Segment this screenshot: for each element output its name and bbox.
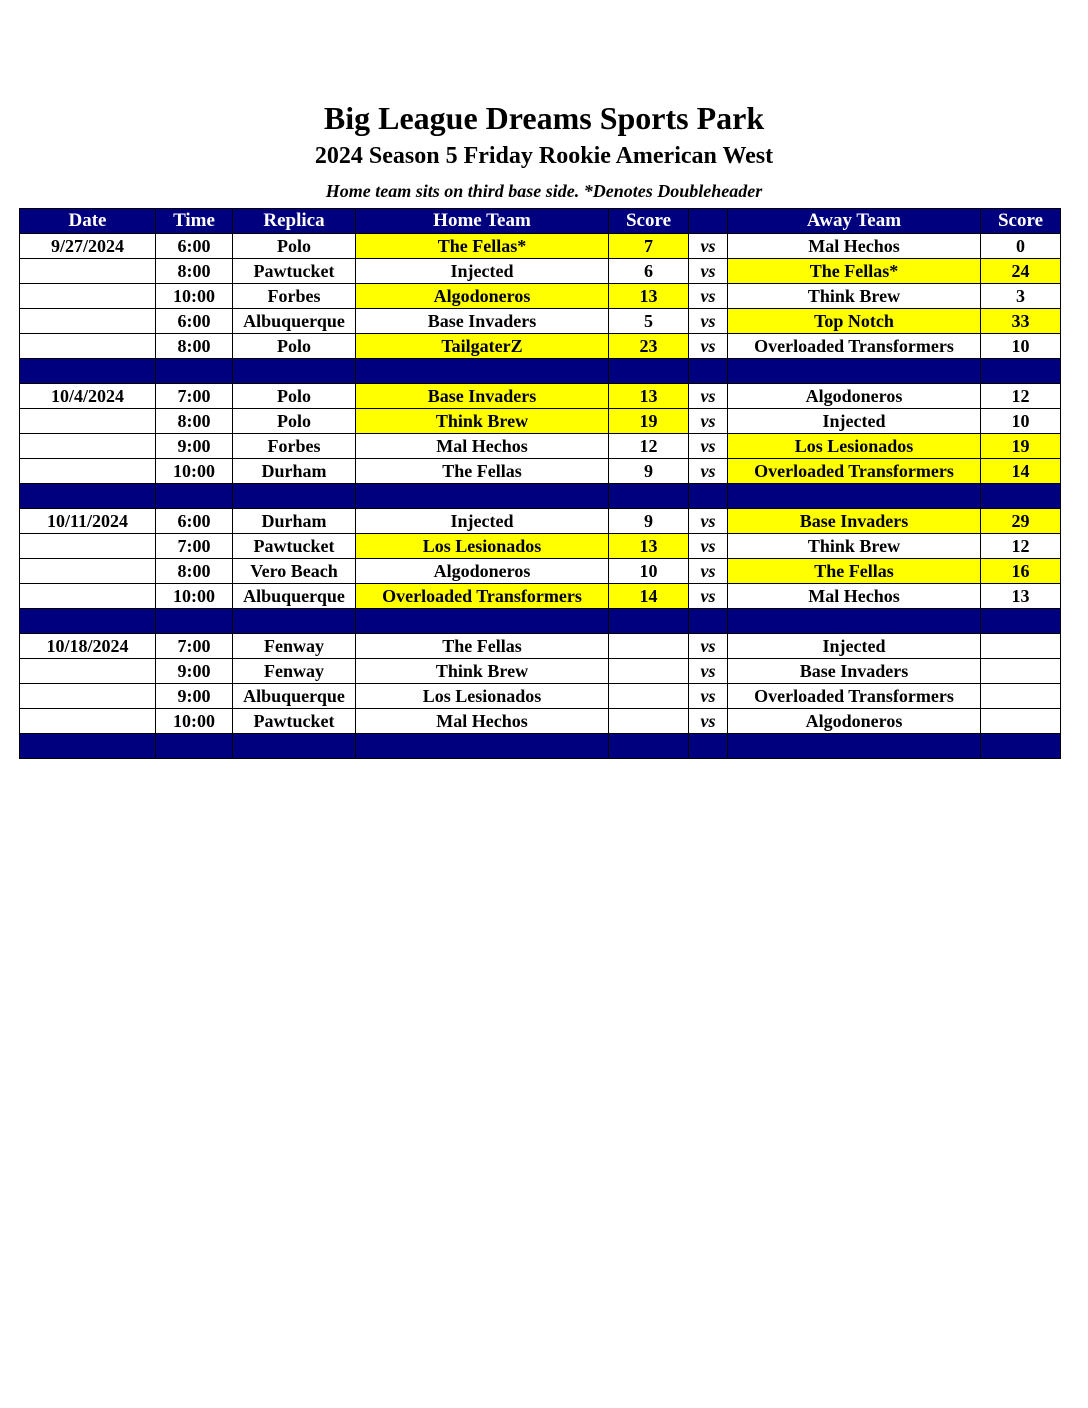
separator-row bbox=[20, 609, 1061, 634]
separator-cell bbox=[689, 484, 728, 509]
table-row bbox=[20, 309, 1061, 334]
cell-away-score: 12 bbox=[981, 384, 1061, 409]
cell-away-score: 13 bbox=[981, 584, 1061, 609]
separator-cell bbox=[609, 609, 689, 634]
cell-away-team: Algodoneros bbox=[728, 709, 981, 734]
header-row bbox=[20, 209, 1061, 234]
cell-home-team: Injected bbox=[356, 259, 609, 284]
cell-away-score: 12 bbox=[981, 534, 1061, 559]
separator-cell bbox=[233, 734, 356, 759]
cell-time: 7:00 bbox=[156, 534, 233, 559]
cell-time: 6:00 bbox=[156, 509, 233, 534]
cell-time: 9:00 bbox=[156, 659, 233, 684]
cell-replica: Pawtucket bbox=[233, 709, 356, 734]
separator-cell bbox=[609, 734, 689, 759]
cell-away-score bbox=[981, 709, 1061, 734]
table-row bbox=[20, 534, 1061, 559]
cell-away-score bbox=[981, 684, 1061, 709]
cell-time: 10:00 bbox=[156, 284, 233, 309]
cell-vs: vs bbox=[689, 709, 728, 734]
cell-time: 9:00 bbox=[156, 684, 233, 709]
cell-vs: vs bbox=[689, 259, 728, 284]
cell-away-team: Base Invaders bbox=[728, 659, 981, 684]
cell-time: 7:00 bbox=[156, 384, 233, 409]
cell-date bbox=[20, 409, 156, 434]
table-row bbox=[20, 434, 1061, 459]
cell-vs: vs bbox=[689, 634, 728, 659]
cell-vs: vs bbox=[689, 334, 728, 359]
cell-home-score: 19 bbox=[609, 409, 689, 434]
cell-date bbox=[20, 559, 156, 584]
cell-replica: Albuquerque bbox=[233, 309, 356, 334]
separator-cell bbox=[356, 609, 609, 634]
cell-date bbox=[20, 259, 156, 284]
separator-cell bbox=[356, 484, 609, 509]
header-home-team: Home Team bbox=[356, 209, 609, 234]
separator-cell bbox=[233, 484, 356, 509]
cell-vs: vs bbox=[689, 434, 728, 459]
separator-cell bbox=[356, 734, 609, 759]
cell-home-team: Mal Hechos bbox=[356, 709, 609, 734]
cell-date bbox=[20, 334, 156, 359]
separator-row bbox=[20, 484, 1061, 509]
cell-replica: Pawtucket bbox=[233, 534, 356, 559]
cell-date bbox=[20, 684, 156, 709]
separator-cell bbox=[156, 734, 233, 759]
cell-away-team: Think Brew bbox=[728, 284, 981, 309]
cell-home-team: Think Brew bbox=[356, 409, 609, 434]
schedule-table bbox=[19, 208, 1061, 759]
header-away-score: Score bbox=[981, 209, 1061, 234]
cell-date bbox=[20, 584, 156, 609]
cell-vs: vs bbox=[689, 459, 728, 484]
cell-vs: vs bbox=[689, 384, 728, 409]
cell-home-team: The Fellas bbox=[356, 459, 609, 484]
cell-time: 10:00 bbox=[156, 459, 233, 484]
cell-home-score: 6 bbox=[609, 259, 689, 284]
cell-replica: Forbes bbox=[233, 284, 356, 309]
cell-home-team: TailgaterZ bbox=[356, 334, 609, 359]
cell-date bbox=[20, 284, 156, 309]
cell-away-team: The Fellas bbox=[728, 559, 981, 584]
cell-replica: Polo bbox=[233, 234, 356, 259]
cell-date bbox=[20, 434, 156, 459]
cell-home-team: The Fellas bbox=[356, 634, 609, 659]
cell-time: 10:00 bbox=[156, 584, 233, 609]
cell-away-score: 16 bbox=[981, 559, 1061, 584]
cell-home-score: 7 bbox=[609, 234, 689, 259]
cell-home-score: 5 bbox=[609, 309, 689, 334]
cell-away-team: Mal Hechos bbox=[728, 584, 981, 609]
cell-home-score: 10 bbox=[609, 559, 689, 584]
separator-cell bbox=[981, 484, 1061, 509]
cell-home-score: 23 bbox=[609, 334, 689, 359]
separator-cell bbox=[20, 484, 156, 509]
separator-row bbox=[20, 734, 1061, 759]
separator-cell bbox=[609, 359, 689, 384]
cell-date bbox=[20, 459, 156, 484]
cell-home-score bbox=[609, 659, 689, 684]
cell-away-score bbox=[981, 659, 1061, 684]
cell-time: 6:00 bbox=[156, 234, 233, 259]
separator-cell bbox=[609, 484, 689, 509]
separator-cell bbox=[981, 609, 1061, 634]
cell-home-score: 13 bbox=[609, 534, 689, 559]
cell-home-score bbox=[609, 634, 689, 659]
cell-away-score: 3 bbox=[981, 284, 1061, 309]
table-row bbox=[20, 559, 1061, 584]
cell-replica: Polo bbox=[233, 409, 356, 434]
table-row bbox=[20, 584, 1061, 609]
cell-vs: vs bbox=[689, 409, 728, 434]
separator-cell bbox=[20, 359, 156, 384]
cell-home-score bbox=[609, 684, 689, 709]
cell-away-team: Los Lesionados bbox=[728, 434, 981, 459]
header-date: Date bbox=[20, 209, 156, 234]
cell-home-score: 13 bbox=[609, 284, 689, 309]
cell-home-team: The Fellas* bbox=[356, 234, 609, 259]
cell-home-score: 9 bbox=[609, 509, 689, 534]
separator-cell bbox=[156, 484, 233, 509]
table-row bbox=[20, 409, 1061, 434]
cell-home-team: Los Lesionados bbox=[356, 534, 609, 559]
cell-vs: vs bbox=[689, 284, 728, 309]
table-row bbox=[20, 659, 1061, 684]
separator-cell bbox=[356, 359, 609, 384]
header-vs bbox=[689, 209, 728, 234]
table-row bbox=[20, 709, 1061, 734]
header-replica: Replica bbox=[233, 209, 356, 234]
table-row bbox=[20, 334, 1061, 359]
page-subtitle: 2024 Season 5 Friday Rookie American West bbox=[314, 143, 774, 169]
cell-home-team: Los Lesionados bbox=[356, 684, 609, 709]
cell-time: 8:00 bbox=[156, 409, 233, 434]
separator-cell bbox=[981, 734, 1061, 759]
table-row bbox=[20, 259, 1061, 284]
separator-cell bbox=[728, 734, 981, 759]
cell-home-team: Injected bbox=[356, 509, 609, 534]
cell-away-score: 24 bbox=[981, 259, 1061, 284]
header-time: Time bbox=[156, 209, 233, 234]
cell-time: 8:00 bbox=[156, 559, 233, 584]
cell-home-team: Base Invaders bbox=[356, 309, 609, 334]
cell-date bbox=[20, 309, 156, 334]
cell-home-score bbox=[609, 709, 689, 734]
separator-cell bbox=[689, 609, 728, 634]
cell-vs: vs bbox=[689, 584, 728, 609]
cell-replica: Vero Beach bbox=[233, 559, 356, 584]
cell-away-team: Base Invaders bbox=[728, 509, 981, 534]
cell-time: 8:00 bbox=[156, 334, 233, 359]
cell-home-team: Algodoneros bbox=[356, 284, 609, 309]
cell-away-team: Think Brew bbox=[728, 534, 981, 559]
cell-home-score: 12 bbox=[609, 434, 689, 459]
cell-date bbox=[20, 534, 156, 559]
separator-cell bbox=[20, 734, 156, 759]
cell-home-score: 14 bbox=[609, 584, 689, 609]
separator-cell bbox=[156, 359, 233, 384]
cell-vs: vs bbox=[689, 659, 728, 684]
separator-cell bbox=[689, 359, 728, 384]
cell-away-score: 14 bbox=[981, 459, 1061, 484]
cell-vs: vs bbox=[689, 684, 728, 709]
table-row bbox=[20, 509, 1061, 534]
cell-away-score bbox=[981, 634, 1061, 659]
cell-away-team: Injected bbox=[728, 409, 981, 434]
cell-replica: Polo bbox=[233, 384, 356, 409]
schedule-note: Home team sits on third base side. *Denotes Doubleheader bbox=[325, 181, 763, 201]
table-row bbox=[20, 384, 1061, 409]
cell-vs: vs bbox=[689, 234, 728, 259]
table-row bbox=[20, 634, 1061, 659]
table-row bbox=[20, 684, 1061, 709]
cell-home-score: 13 bbox=[609, 384, 689, 409]
cell-away-team: Algodoneros bbox=[728, 384, 981, 409]
separator-cell bbox=[728, 484, 981, 509]
cell-vs: vs bbox=[689, 509, 728, 534]
cell-away-team: Overloaded Transformers bbox=[728, 334, 981, 359]
cell-date bbox=[20, 659, 156, 684]
cell-date: 10/18/2024 bbox=[20, 634, 156, 659]
header-home-score: Score bbox=[609, 209, 689, 234]
cell-home-team: Think Brew bbox=[356, 659, 609, 684]
cell-time: 8:00 bbox=[156, 259, 233, 284]
separator-cell bbox=[156, 609, 233, 634]
separator-row bbox=[20, 359, 1061, 384]
table-row bbox=[20, 459, 1061, 484]
cell-date bbox=[20, 709, 156, 734]
separator-cell bbox=[20, 609, 156, 634]
cell-away-team: Mal Hechos bbox=[728, 234, 981, 259]
cell-time: 7:00 bbox=[156, 634, 233, 659]
cell-vs: vs bbox=[689, 534, 728, 559]
cell-date: 9/27/2024 bbox=[20, 234, 156, 259]
cell-vs: vs bbox=[689, 309, 728, 334]
cell-home-score: 9 bbox=[609, 459, 689, 484]
cell-away-score: 29 bbox=[981, 509, 1061, 534]
cell-replica: Albuquerque bbox=[233, 684, 356, 709]
separator-cell bbox=[233, 359, 356, 384]
separator-cell bbox=[981, 359, 1061, 384]
separator-cell bbox=[689, 734, 728, 759]
cell-home-team: Mal Hechos bbox=[356, 434, 609, 459]
cell-replica: Forbes bbox=[233, 434, 356, 459]
cell-replica: Polo bbox=[233, 334, 356, 359]
cell-home-team: Base Invaders bbox=[356, 384, 609, 409]
cell-away-team: Injected bbox=[728, 634, 981, 659]
cell-date: 10/4/2024 bbox=[20, 384, 156, 409]
header-away-team: Away Team bbox=[728, 209, 981, 234]
cell-date: 10/11/2024 bbox=[20, 509, 156, 534]
cell-away-score: 10 bbox=[981, 334, 1061, 359]
cell-time: 6:00 bbox=[156, 309, 233, 334]
table-row bbox=[20, 234, 1061, 259]
cell-replica: Fenway bbox=[233, 634, 356, 659]
separator-cell bbox=[728, 359, 981, 384]
cell-replica: Fenway bbox=[233, 659, 356, 684]
separator-cell bbox=[233, 609, 356, 634]
separator-cell bbox=[728, 609, 981, 634]
cell-away-score: 10 bbox=[981, 409, 1061, 434]
cell-replica: Durham bbox=[233, 459, 356, 484]
cell-away-score: 19 bbox=[981, 434, 1061, 459]
cell-time: 10:00 bbox=[156, 709, 233, 734]
cell-away-score: 0 bbox=[981, 234, 1061, 259]
cell-away-team: The Fellas* bbox=[728, 259, 981, 284]
cell-replica: Albuquerque bbox=[233, 584, 356, 609]
cell-home-team: Algodoneros bbox=[356, 559, 609, 584]
cell-replica: Durham bbox=[233, 509, 356, 534]
cell-away-team: Overloaded Transformers bbox=[728, 684, 981, 709]
cell-home-team: Overloaded Transformers bbox=[356, 584, 609, 609]
cell-time: 9:00 bbox=[156, 434, 233, 459]
cell-away-team: Overloaded Transformers bbox=[728, 459, 981, 484]
cell-vs: vs bbox=[689, 559, 728, 584]
schedule-body bbox=[20, 234, 1061, 759]
cell-away-team: Top Notch bbox=[728, 309, 981, 334]
table-row bbox=[20, 284, 1061, 309]
page-title: Big League Dreams Sports Park bbox=[323, 100, 765, 136]
cell-away-score: 33 bbox=[981, 309, 1061, 334]
cell-replica: Pawtucket bbox=[233, 259, 356, 284]
